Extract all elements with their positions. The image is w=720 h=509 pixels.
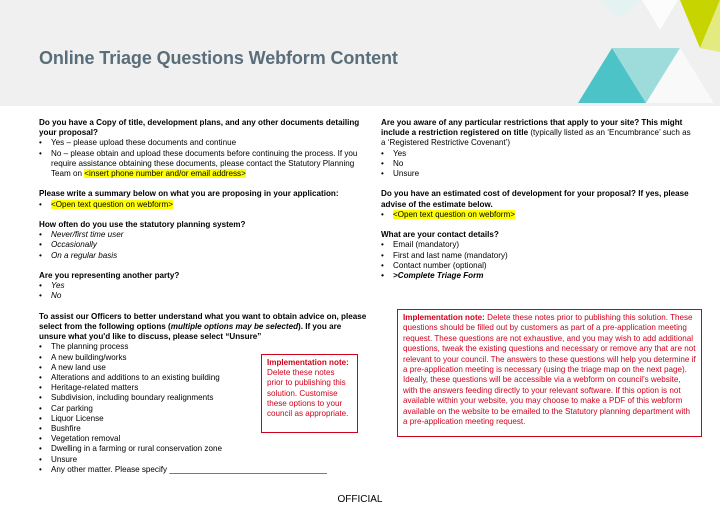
- question-representing: Are you representing another party?: [39, 271, 180, 280]
- option-vegetation[interactable]: • Vegetation removal: [39, 434, 367, 444]
- phone-field[interactable]: • Contact number (optional): [381, 261, 691, 271]
- option-represent-yes[interactable]: • Yes: [39, 281, 367, 291]
- deco-triangle-pale: [598, 0, 642, 18]
- cost-text-field[interactable]: • <Open text question on webform>: [381, 210, 691, 220]
- option-occasionally[interactable]: • Occasionally: [39, 240, 367, 250]
- option-other-matter[interactable]: • Any other matter. Please specify ___________________________________: [39, 465, 367, 475]
- option-car-parking[interactable]: • Car parking: [39, 404, 367, 414]
- complete-triage-form-link[interactable]: • >Complete Triage Form: [381, 271, 691, 281]
- deco-triangle-white: [642, 0, 678, 30]
- name-field[interactable]: • First and last name (mandatory): [381, 251, 691, 261]
- question-restrictions: Are you aware of any particular restrictions that apply to your site? This might include a restriction registered on title (typically listed as an ‘Encumbrance’ such as a ‘Registered Restrictive Covenant’): [381, 118, 691, 148]
- footer-classification: OFFICIAL: [337, 494, 383, 505]
- option-unsure[interactable]: • Unsure: [39, 455, 367, 465]
- option-represent-no[interactable]: • No: [39, 291, 367, 301]
- question-advice-topics: To assist our Officers to better understand what you want to obtain advice on, please select from the following options (multiple options may be selected). If you are unsure what you'd like to discuss, please select “Unsure”: [39, 311, 367, 342]
- page-title: Online Triage Questions Webform Content: [39, 48, 398, 68]
- options-restrictions: [381, 149, 691, 180]
- option-no-obtain[interactable]: • No – please obtain and upload these documents before continuing the process. If you require assistance obtaining these documents, please contact the Statutory Planning Team on <insert phone number and/or email address>: [39, 149, 367, 180]
- note-big-label: Implementation note:: [403, 313, 485, 322]
- option-regular[interactable]: • On a regular basis: [39, 251, 367, 261]
- implementation-note-small: [261, 354, 358, 433]
- contact-placeholder: <insert phone number and/or email address>: [84, 169, 246, 179]
- contact-fields: [381, 240, 691, 281]
- options-copy-of-title: [39, 138, 367, 179]
- option-alterations[interactable]: • Alterations and additions to an existing building: [39, 373, 367, 383]
- summary-text-field[interactable]: • <Open text question on webform>: [39, 200, 367, 210]
- question-frequency: How often do you use the statutory planning system?: [39, 220, 246, 229]
- option-new-building[interactable]: • A new building/works: [39, 353, 367, 363]
- question-copy-of-title: Do you have a Copy of title, development plans, and any other documents detailing your proposal?: [39, 118, 360, 138]
- option-yes-upload[interactable]: • Yes – please upload these documents and continue: [39, 138, 367, 148]
- option-heritage[interactable]: • Heritage-related matters: [39, 383, 367, 393]
- implementation-note-large: [397, 309, 702, 437]
- option-restriction-no[interactable]: • No: [381, 159, 691, 169]
- question-summary: Please write a summary below on what you are proposing in your application:: [39, 189, 339, 199]
- option-never[interactable]: • Never/first time user: [39, 230, 367, 240]
- option-restriction-unsure[interactable]: • Unsure: [381, 169, 691, 179]
- note-small-text: Delete these notes prior to publishing this solution. Customise these options to your council as appropriate.: [267, 368, 349, 419]
- option-liquor-license[interactable]: • Liquor License: [39, 414, 367, 424]
- options-representing: [39, 281, 367, 301]
- option-dwelling-farming[interactable]: • Dwelling in a farming or rural conservation zone: [39, 444, 367, 454]
- option-bushfire[interactable]: • Bushfire: [39, 424, 367, 434]
- option-planning-process[interactable]: • The planning process: [39, 342, 367, 352]
- note-big-text: Delete these notes prior to publishing this solution. These questions should be filled out by customers as part of a pre-application meeting request. These questions are not exhaustive, and you may wish to add additional questions, tweak the existing questions and necessary or remove any that are not relevant to your council. The answers to these questions will help you determine if a pre-application meeting is necessary (using the triage map on the next page). Ideally, these questions will be accessible via a webform on council's website, with the answers feeding directly to your relevant software. If this option is not available within your website, you may choose to make a PDF of this webform available on the website to be emailed to the Statutory planning department with a pre-application meeting request.: [403, 313, 696, 427]
- email-field[interactable]: • Email (mandatory): [381, 240, 691, 250]
- option-subdivision[interactable]: • Subdivision, including boundary realignments: [39, 393, 367, 403]
- question-contact: What are your contact details?: [381, 230, 499, 240]
- question-cost: Do you have an estimated cost of development for your proposal? If yes, please advise of the estimate below.: [381, 189, 689, 209]
- option-new-land-use[interactable]: • A new land use: [39, 363, 367, 373]
- right-column: [381, 118, 691, 281]
- note-small-label: Implementation note:: [267, 358, 349, 367]
- summary-field-list: [39, 200, 367, 210]
- option-restriction-yes[interactable]: • Yes: [381, 149, 691, 159]
- options-frequency: [39, 230, 367, 261]
- cost-field-list: [381, 210, 691, 220]
